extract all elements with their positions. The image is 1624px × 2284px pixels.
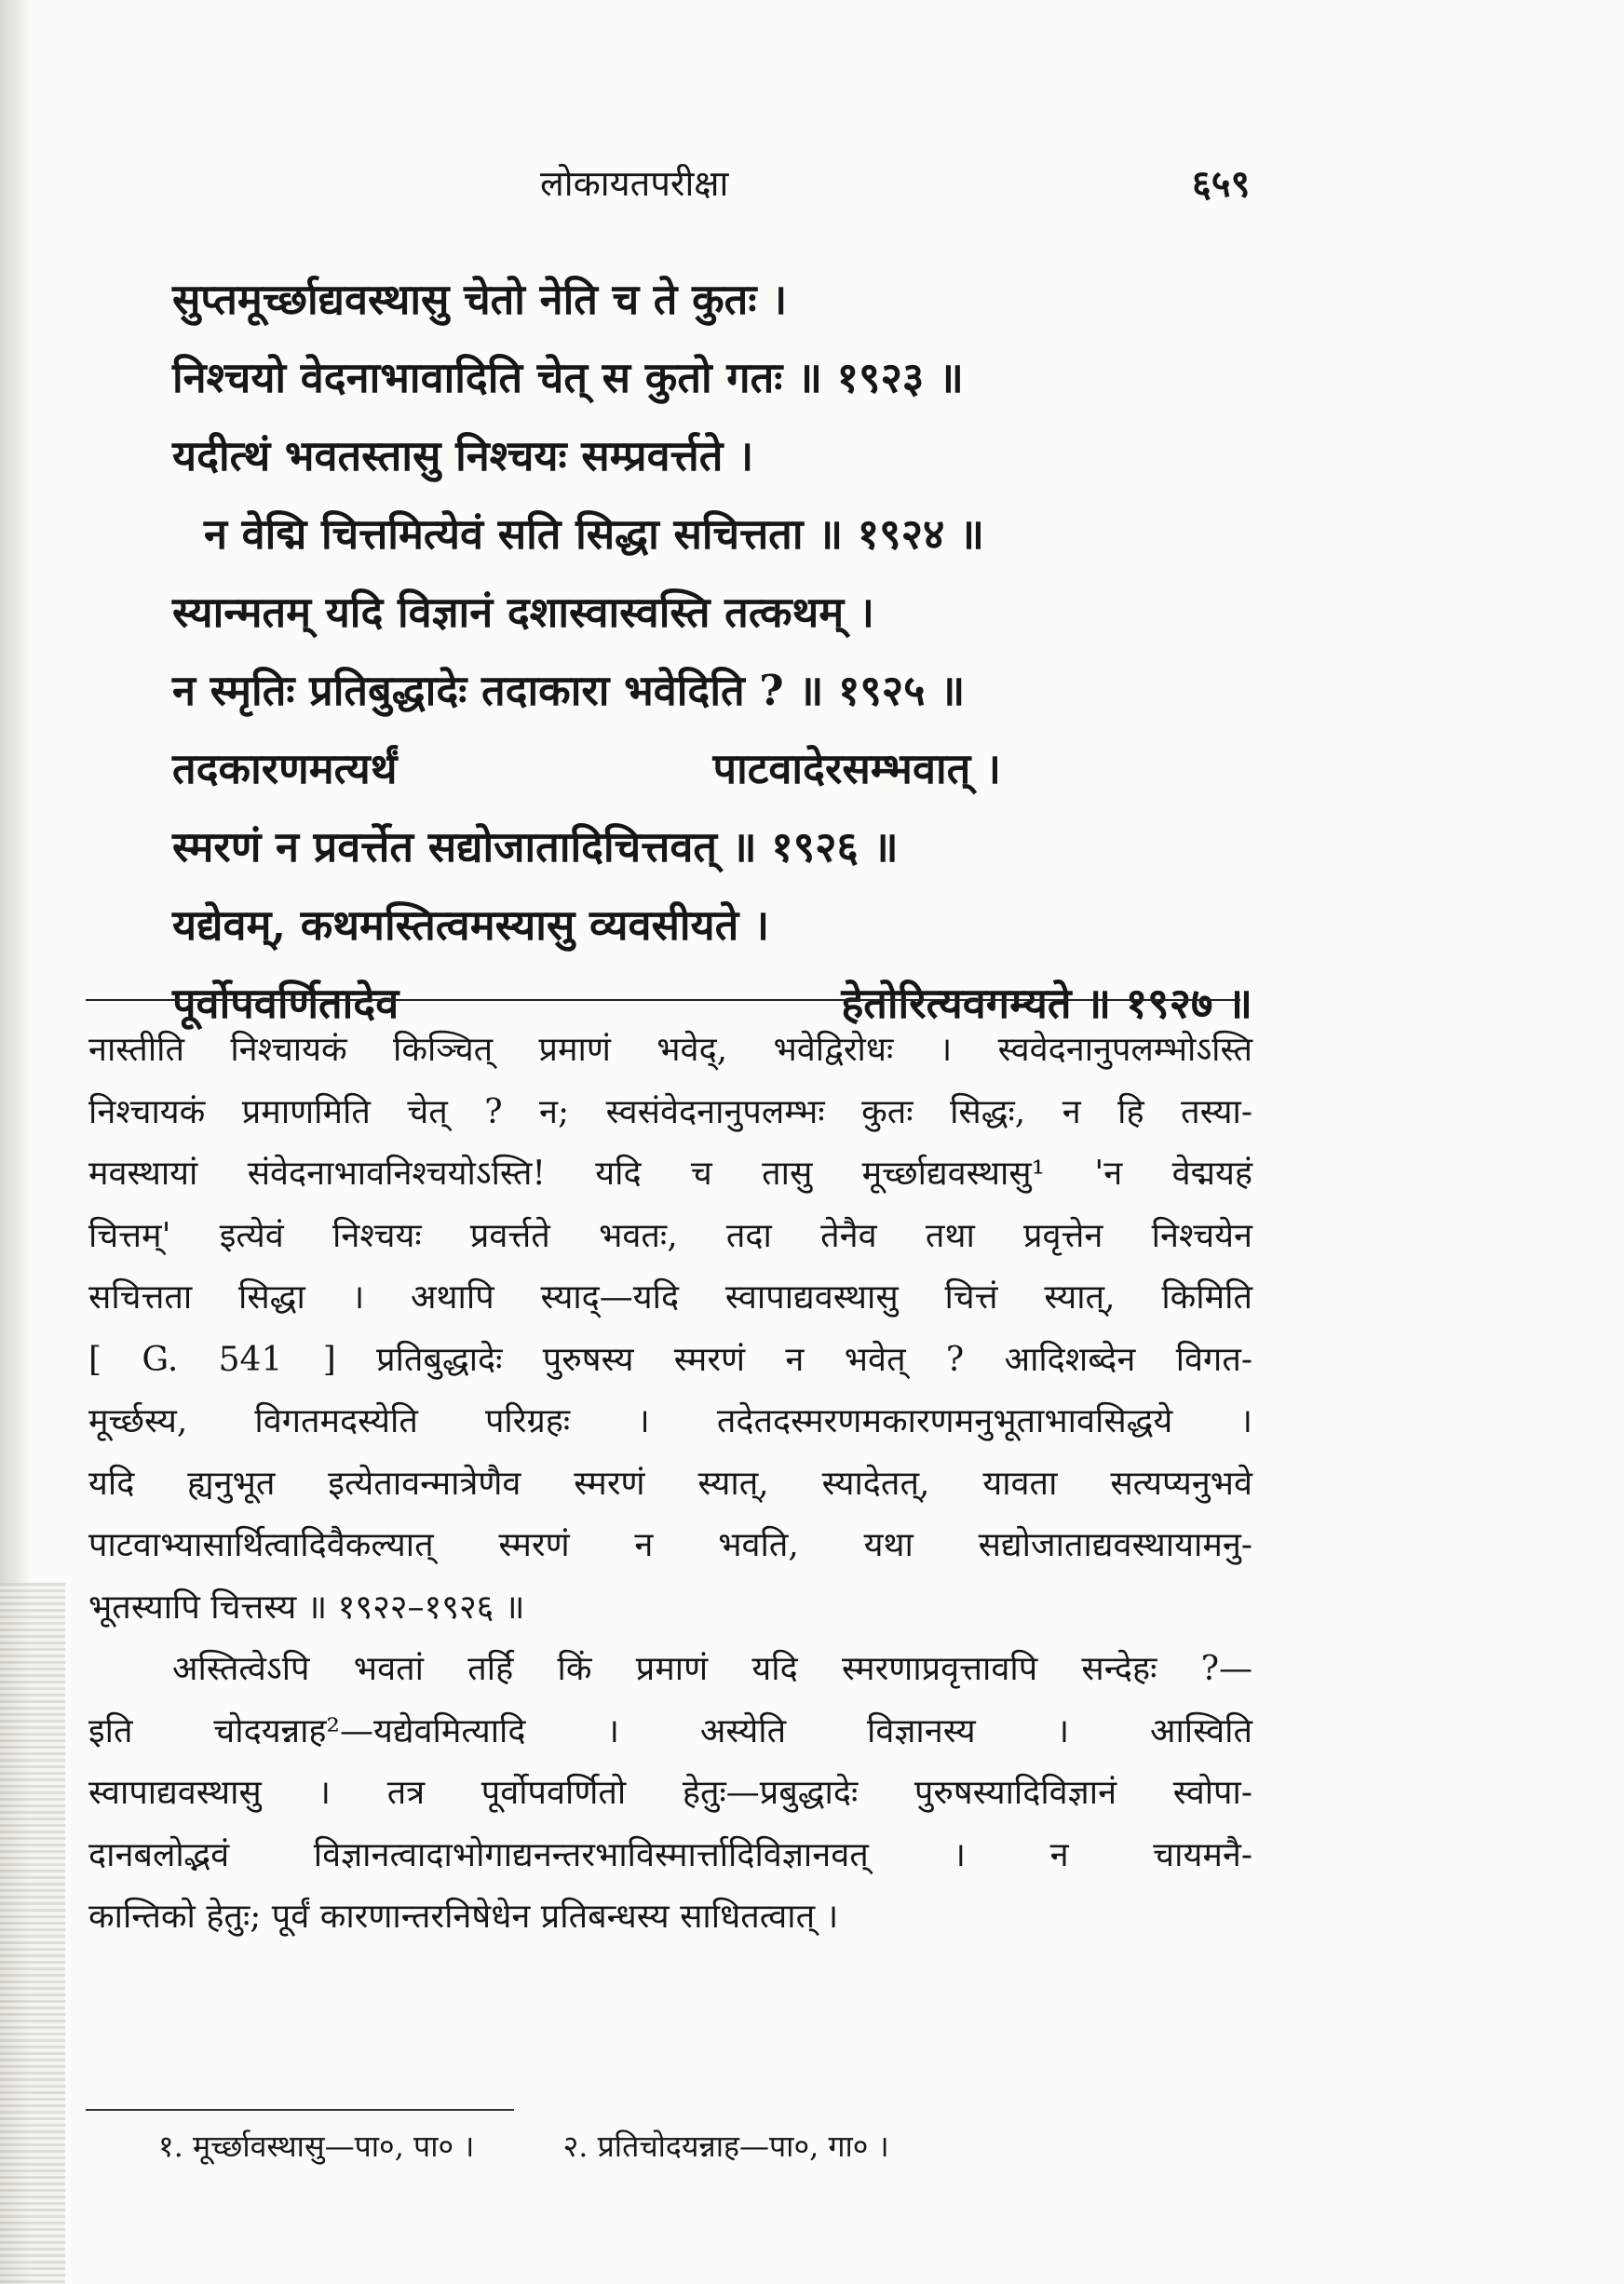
verse-line: न वेद्मि चित्तमित्येवं सति सिद्धा सचित्तता ॥ १९२४ ॥ bbox=[204, 509, 984, 559]
verse-line: सुप्तमूर्च्छाद्यवस्थासु चेतो नेति च ते कुतः । bbox=[172, 275, 788, 324]
page-number: ६५९ bbox=[1192, 162, 1251, 206]
verse-line: स्मरणं न प्रवर्त्तेत सद्योजातादिचित्तवत् ॥ १९२६ ॥ bbox=[172, 822, 899, 872]
commentary-line: [ G. 541 ] प्रतिबुद्धादेः पुरुषस्य स्मरणं न भवेत् ? आदिशब्देन विगत- bbox=[88, 1340, 1252, 1379]
commentary-line: नास्तीति निश्चायकं किञ्चित् प्रमाणं भवेद्, भवेद्विरोधः । स्ववेदनानुपलम्भोऽस्ति bbox=[88, 1031, 1252, 1069]
commentary-line: निश्चायकं प्रमाणमिति चेत् ? न; स्वसंवेदनानुपलम्भः कुतः सिद्धः, न हि तस्या- bbox=[88, 1092, 1252, 1131]
verse-line: यदीत्थं भवतस्तासु निश्चयः सम्प्रवर्त्तते । bbox=[172, 431, 754, 480]
page-edge-texture bbox=[0, 1583, 65, 2284]
running-header bbox=[0, 158, 1624, 214]
commentary-line: सचित्तता सिद्धा । अथापि स्याद्—यदि स्वापाद्यवस्थासु चित्तं स्यात्, किमिति bbox=[88, 1278, 1252, 1317]
footnotes bbox=[158, 2126, 1229, 2166]
commentary-line: मवस्थायां संवेदनाभावनिश्चयोऽस्ति! यदि च तासु मूर्च्छाद्यवस्थासु¹ 'न वेद्मयहं bbox=[88, 1155, 1252, 1193]
footnote-divider bbox=[86, 2109, 514, 2111]
verse-block bbox=[172, 261, 1252, 1043]
verse-line: तदकारणमत्यर्थं पाटवादेरसम्भवात् । bbox=[172, 744, 1001, 793]
verse-line: निश्चयो वेदनाभावादिति चेत् स कुतो गतः ॥ १९२३ ॥ bbox=[172, 353, 964, 402]
commentary-line: भूतस्यापि चित्तस्य ॥ १९२२–१९२६ ॥ bbox=[88, 1588, 525, 1627]
commentary-line: इति चोदयन्नाह²—यद्येवमित्यादि । अस्येति विज्ञानस्य । आस्विति bbox=[88, 1711, 1252, 1750]
verse-line: यद्येवम्, कथमस्तित्वमस्यासु व्यवसीयते । bbox=[172, 900, 770, 950]
commentary-line: पाटवाभ्यासार्थित्वादिवैकल्यात् स्मरणं न भवति, यथा सद्योजाताद्यवस्थायामनु- bbox=[88, 1526, 1252, 1564]
commentary-block bbox=[88, 1020, 1252, 1949]
commentary-line: अस्तित्वेऽपि भवतां तर्हि किं प्रमाणं यदि स्मरणाप्रवृत्तावपि सन्देहः ?— bbox=[172, 1650, 1252, 1688]
commentary-line: मूर्च्छस्य, विगतमदस्येति परिग्रहः । तदेतदस्मरणमकारणमनुभूताभावसिद्धये । bbox=[88, 1402, 1252, 1440]
running-title: लोकायतपरीक्षा bbox=[540, 163, 729, 204]
footnote-item: २. प्रतिचोदयन्नाह—पा०, गा० । bbox=[562, 2129, 889, 2164]
verse-line: स्यान्मतम् यदि विज्ञानं दशास्वास्वस्ति तत्कथम् । bbox=[172, 588, 874, 637]
commentary-line: यदि ह्यनुभूत इत्येतावन्मात्रेणैव स्मरणं स्यात्, स्यादेतत्, यावता सत्यप्यनुभवे bbox=[88, 1464, 1252, 1503]
commentary-line: दानबलोद्भवं विज्ञानत्वादाभोगाद्यनन्तरभाविस्मार्त्तादिविज्ञानवत् । न चायमनै- bbox=[88, 1835, 1252, 1874]
verse-line: पूर्वोपवर्णितादेव हेतोरित्यवगम्यते ॥ १९२७ ॥ bbox=[172, 979, 1252, 1028]
footnote-item: १. मूर्च्छावस्थासु—पा०, पा० । bbox=[158, 2129, 475, 2164]
commentary-line: स्वापाद्यवस्थासु । तत्र पूर्वोपवर्णितो हेतुः—प्रबुद्धादेः पुरुषस्यादिविज्ञानं स्वोपा- bbox=[88, 1774, 1252, 1812]
verse-line: न स्मृतिः प्रतिबुद्धादेः तदाकारा भवेदिति ? ॥ १९२५ ॥ bbox=[172, 666, 966, 715]
commentary-line: कान्तिको हेतुः; पूर्वं कारणान्तरनिषेधेन प्रतिबन्धस्य साधितत्वात् । bbox=[88, 1898, 839, 1936]
section-divider bbox=[86, 999, 1240, 1001]
commentary-line: चित्तम्' इत्येवं निश्चयः प्रवर्त्तते भवतः, तदा तेनैव तथा प्रवृत्तेन निश्चयेन bbox=[88, 1216, 1252, 1255]
